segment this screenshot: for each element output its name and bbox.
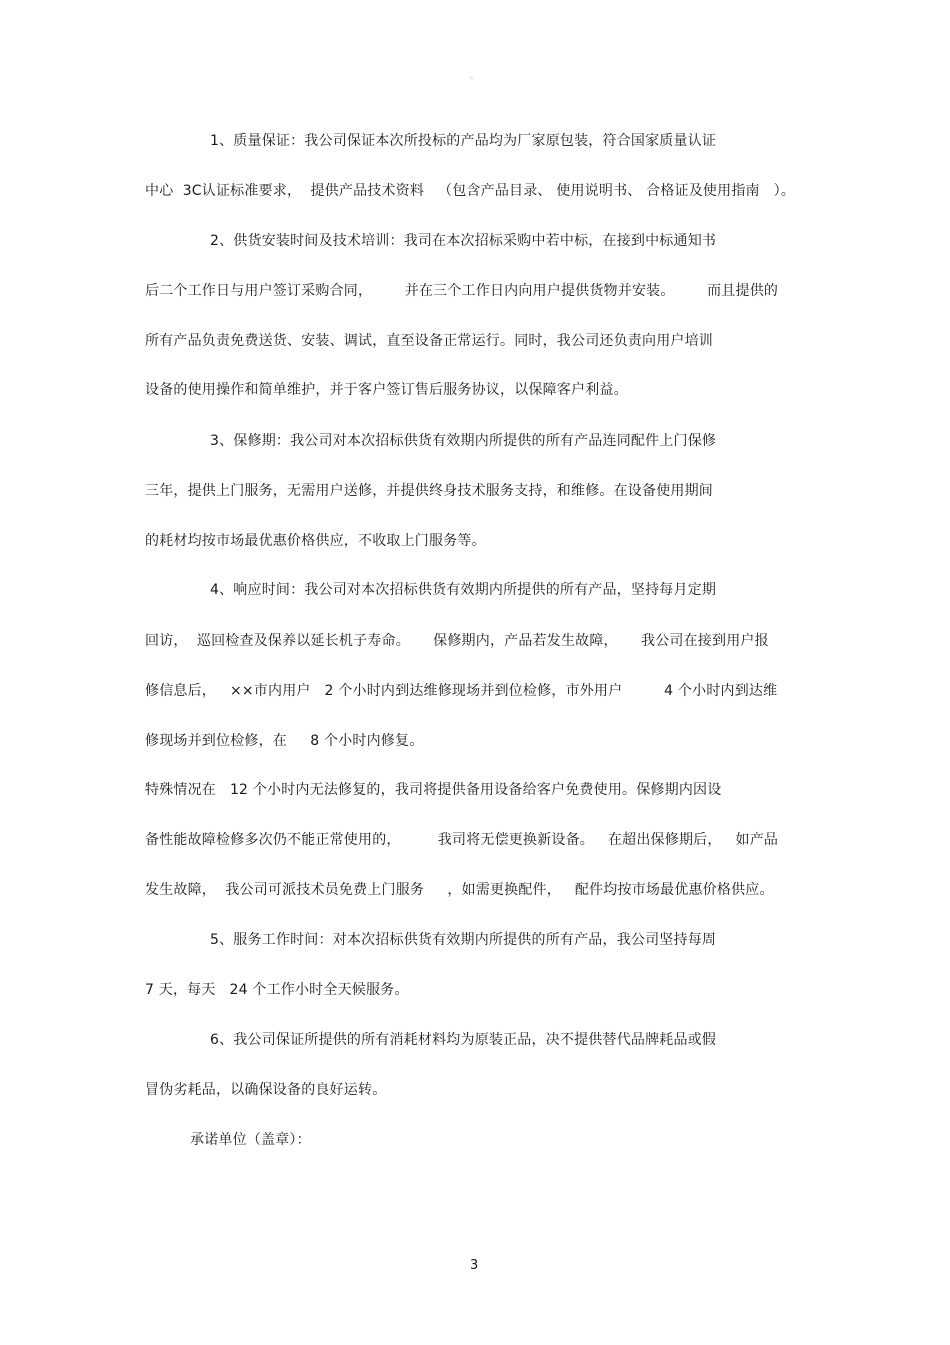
para-2-line-4: 设备的使用操作和简单维护，并于客户签订售后服务协议，以保障客户利益。 — [145, 382, 628, 398]
para-4-line-2: 回访， 巡回检查及保养以延长机子寿命。 保修期内，产品若发生故障， 我公司在接到用户报 — [145, 633, 769, 649]
para-6-line-1: 6、我公司保证所提供的所有消耗材料均为原装正品，决不提供替代品牌耗品或假 — [210, 1032, 717, 1048]
para-4-line-1: 4、响应时间：我公司对本次招标供货有效期内所提供的所有产品，坚持每月定期 — [210, 582, 717, 598]
para-3-line-3: 的耗材均按市场最优惠价格供应，不收取上门服务等。 — [145, 533, 486, 549]
para-1-line-2: 中心 3C认证标准要求， 提供产品技术资料 （包含产品目录、 使用说明书、 合格证及使用指南 ）。 — [145, 183, 796, 199]
para-4-line-4: 修现场并到位检修，在 8 个小时内修复。 — [145, 733, 424, 749]
para-5-line-2: 7 天，每天 24 个工作小时全天候服务。 — [145, 982, 409, 998]
para-4-line-5: 特殊情况在 12 个小时内无法修复的，我司将提供备用设备给客户免费使用。保修期内因设 — [145, 782, 722, 798]
para-4-line-6: 备性能故障检修多次仍不能正常使用的， 我司将无偿更换新设备。 在超出保修期后， 如产品 — [145, 832, 779, 848]
para-2-line-3: 所有产品负责免费送货、安装、调试，直至设备正常运行。同时，我公司还负责向用户培训 — [145, 333, 713, 349]
header-mark: 。 — [470, 71, 478, 80]
para-6-line-2: 冒伪劣耗品，以确保设备的良好运转。 — [145, 1082, 387, 1098]
page-number: 3 — [470, 1258, 479, 1273]
para-3-line-2: 三年，提供上门服务，无需用户送修，并提供终身技术服务支持，和维修。在设备使用期间 — [145, 483, 713, 499]
para-3-line-1: 3、保修期：我公司对本次招标供货有效期内所提供的所有产品连同配件上门保修 — [210, 433, 717, 449]
para-4-line-7: 发生故障， 我公司可派技术员免费上门服务 ，如需更换配件， 配件均按市场最优惠价格供应。 — [145, 882, 774, 898]
para-2-line-1: 2、供货安装时间及技术培训：我司在本次招标采购中若中标，在接到中标通知书 — [210, 233, 717, 249]
para-2-line-2: 后二个工作日与用户签订采购合同， 并在三个工作日内向用户提供货物并安装。 而且提供的 — [145, 283, 779, 299]
para-5-line-1: 5、服务工作时间：对本次招标供货有效期内所提供的所有产品，我公司坚持每周 — [210, 932, 717, 948]
para-4-line-3: 修信息后， ××市内用户 2 个小时内到达维修现场并到位检修，市外用户 4 个小时内到达维 — [145, 683, 778, 699]
para-1-line-1: 1、质量保证：我公司保证本次所投标的产品均为厂家原包装，符合国家质量认证 — [210, 133, 717, 149]
pledge-label: 承诺单位（盖章）： — [190, 1132, 311, 1148]
